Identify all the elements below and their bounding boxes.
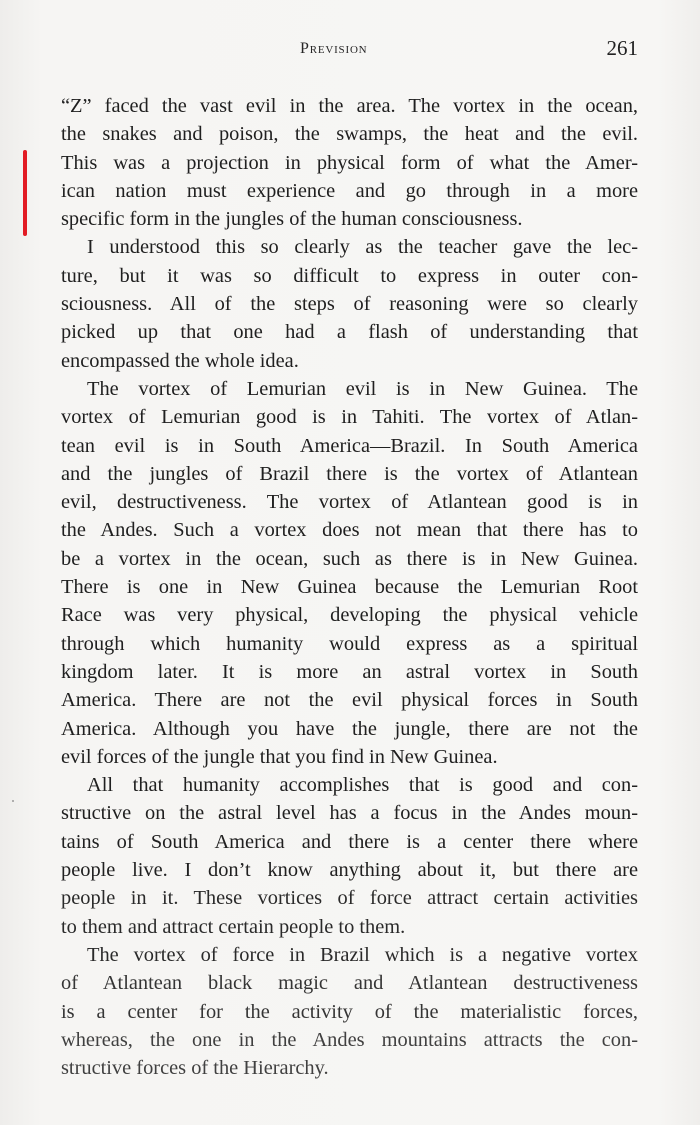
text-line: America. Although you have the jungle, there are not the <box>61 717 638 740</box>
text-line: evil, destructiveness. The vortex of Atlantean good is in <box>61 491 638 514</box>
paper-speck <box>12 800 14 802</box>
text-line: to them and attract certain people to them. <box>61 915 406 938</box>
text-line: picked up that one had a flash of understanding that <box>61 321 638 344</box>
text-line: through which humanity would express as a spiritual <box>61 632 638 655</box>
text-line: the snakes and poison, the swamps, the heat and the evil. <box>61 123 638 146</box>
text-line: kingdom later. It is more an astral vortex in South <box>61 660 638 683</box>
text-line: ture, but it was so difficult to express in outer con- <box>61 264 638 287</box>
body-text <box>61 92 638 1082</box>
text-line: people in it. These vortices of force attract certain activities <box>61 887 638 910</box>
text-line: vortex of Lemurian good is in Tahiti. The vortex of Atlan- <box>61 406 638 429</box>
page-header <box>60 36 638 68</box>
text-line: is a center for the activity of the materialistic forces, <box>61 1000 638 1023</box>
text-line: All that humanity accomplishes that is good and con- <box>87 774 638 797</box>
text-line: sciousness. All of the steps of reasoning were so clearly <box>61 293 638 316</box>
text-line: The vortex of force in Brazil which is a negative vortex <box>87 943 638 966</box>
text-line: specific form in the jungles of the human consciousness. <box>61 208 523 231</box>
text-line: and the jungles of Brazil there is the vortex of Atlantean <box>61 462 638 485</box>
text-line: whereas, the one in the Andes mountains attracts the con- <box>61 1028 638 1051</box>
text-line: I understood this so clearly as the teacher gave the lec- <box>87 236 638 259</box>
page-number: 261 <box>606 36 638 60</box>
text-line: This was a projection in physical form of what the Amer- <box>61 151 638 174</box>
text-line: ican nation must experience and go through in a more <box>61 179 638 202</box>
text-line: tean evil is in South America—Brazil. In South America <box>61 434 638 457</box>
text-line: There is one in New Guinea because the Lemurian Root <box>61 576 638 599</box>
text-line: evil forces of the jungle that you find in New Guinea. <box>61 745 498 768</box>
text-line: the Andes. Such a vortex does not mean that there has to <box>61 519 638 542</box>
text-line: America. There are not the evil physical forces in South <box>61 689 638 712</box>
text-line: Race was very physical, developing the physical vehicle <box>61 604 638 627</box>
text-line: structive forces of the Hierarchy. <box>61 1057 329 1080</box>
text-line: tains of South America and there is a center there where <box>61 830 638 853</box>
running-head: Prevision <box>300 40 368 57</box>
text-line: “Z” faced the vast evil in the area. The vortex in the ocean, <box>61 95 638 117</box>
text-line: structive on the astral level has a focus in the Andes moun- <box>61 802 638 825</box>
text-line: be a vortex in the ocean, such as there is in New Guinea. <box>61 547 638 570</box>
text-line: The vortex of Lemurian evil is in New Guinea. The <box>87 377 638 400</box>
margin-highlight-mark <box>23 150 27 236</box>
text-line: people live. I don’t know anything about it, but there are <box>61 859 638 882</box>
text-line: encompassed the whole idea. <box>61 349 299 372</box>
text-line: of Atlantean black magic and Atlantean destructiveness <box>61 972 638 995</box>
